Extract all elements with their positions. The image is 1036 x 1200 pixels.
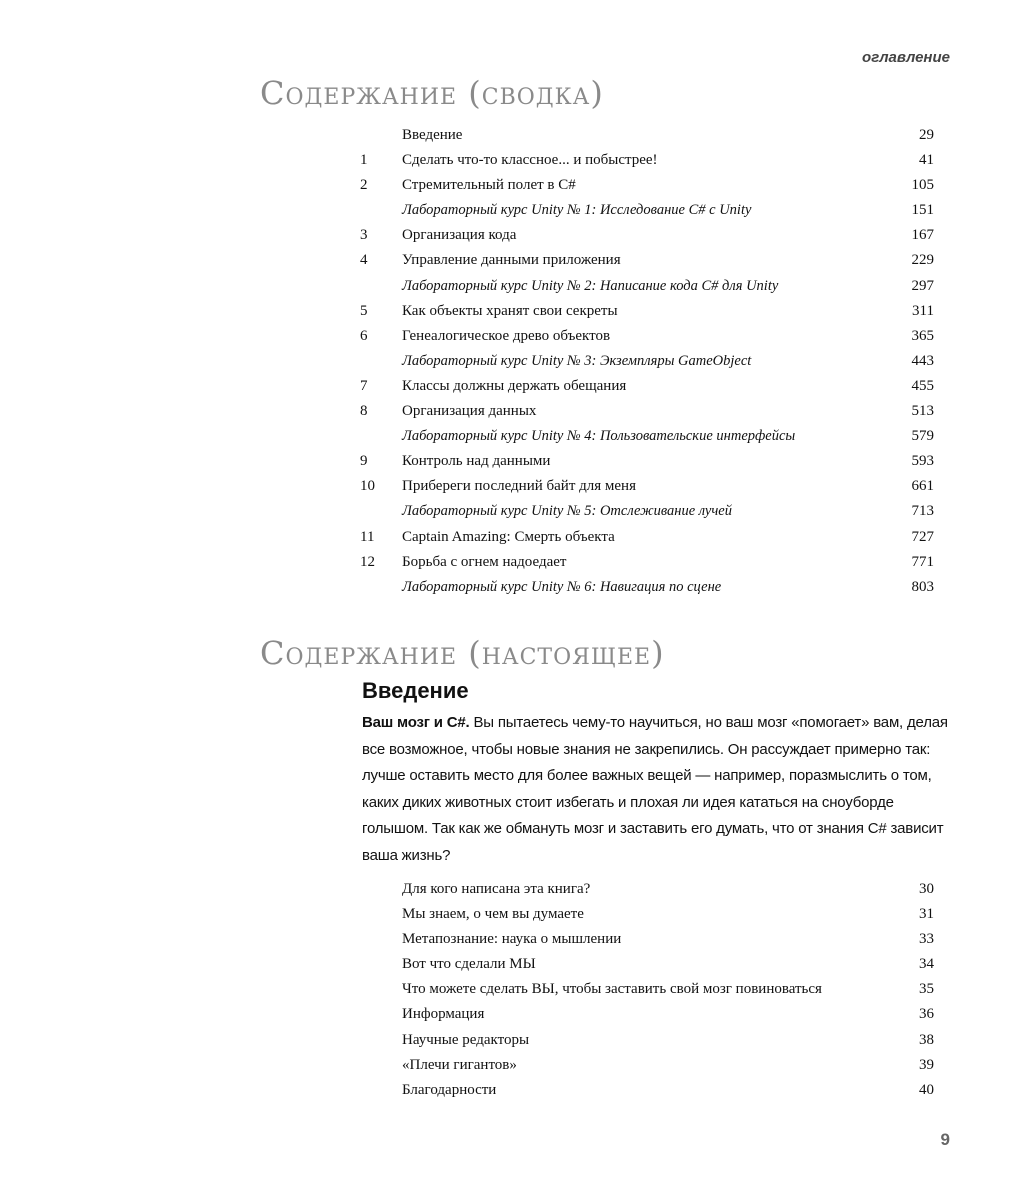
toc-row (360, 1028, 934, 1053)
toc-row (360, 248, 934, 273)
toc-row (360, 274, 934, 299)
chapter-number (360, 123, 402, 148)
chapter-title: Генеалогическое древо объектов (402, 327, 611, 344)
chapter-number: 2 (360, 177, 368, 194)
toc-row (360, 902, 934, 927)
chapter-number (360, 575, 402, 600)
page-ref: 661 (911, 478, 934, 495)
detail-toc (360, 877, 934, 1103)
chapter-title: Captain Amazing: Смерть объекта (402, 528, 615, 545)
toc-row (360, 123, 934, 148)
toc-row (360, 374, 934, 399)
chapter-number: 6 (360, 327, 368, 344)
chapter-title: Прибереги последний байт для меня (402, 478, 636, 495)
body-text: Вы пытаетесь чему-то научиться, но ваш мозг «помогает» вам, делая все возможное, чтобы новые знания не закрепились. Он рассуждает примерно так: лучше оставить место для более важных вещей — например, поразмыслить о том, каких диких животных стоит избегать и плохая ли идея кататься на сноуборде голышом. Так как же обмануть мозг и заставить его думать, что от знания C# зависит ваша жизнь? (362, 714, 948, 864)
chapter-number: 10 (360, 478, 375, 495)
chapter-number (360, 927, 402, 952)
summary-toc (360, 123, 934, 600)
toc-row (360, 1078, 934, 1103)
section-title: Научные редакторы (402, 1031, 530, 1048)
chapter-title: Лабораторный курс Unity № 6: Навигация по сцене (402, 578, 722, 595)
chapter-title: Стремительный полет в C# (402, 177, 576, 194)
chapter-number (360, 274, 402, 299)
chapter-number: 5 (360, 302, 368, 319)
chapter-number (360, 499, 402, 524)
section-title: Что можете сделать ВЫ, чтобы заставить свой мозг повиноваться (402, 981, 822, 998)
chapter-title: Как объекты хранят свои секреты (402, 302, 618, 319)
toc-row (360, 474, 934, 499)
section-title: Для кого написана эта книга? (402, 881, 591, 897)
page-number: 9 (940, 1130, 950, 1149)
chapter-number (360, 952, 402, 977)
page-ref: 33 (919, 931, 934, 948)
toc-row (360, 525, 934, 550)
section-title: Благодарности (402, 1081, 497, 1098)
page-ref: 151 (911, 202, 934, 219)
page-ref: 36 (919, 1006, 934, 1023)
page-ref: 39 (919, 1056, 934, 1073)
chapter-title: Лабораторный курс Unity № 1: Исследование C# с Unity (402, 202, 752, 219)
page-ref: 365 (911, 327, 934, 344)
page-ref: 593 (911, 453, 934, 470)
page-ref: 803 (911, 578, 934, 595)
chapter-description (362, 710, 948, 870)
detail-title: Содержание (настоящее) (260, 634, 665, 672)
page-ref: 579 (911, 428, 934, 445)
toc-row (360, 324, 934, 349)
chapter-number: 12 (360, 553, 375, 570)
page-ref: 713 (911, 503, 934, 520)
toc-row (360, 198, 934, 223)
chapter-number: 9 (360, 453, 368, 470)
chapter-heading: Введение (362, 678, 469, 703)
page-ref: 455 (911, 377, 934, 394)
page-ref: 40 (919, 1081, 934, 1098)
chapter-title: Борьба с огнем надоедает (402, 553, 567, 570)
toc-row (360, 173, 934, 198)
page-ref: 771 (911, 553, 934, 570)
page-ref: 167 (911, 227, 934, 244)
chapter-number (360, 1028, 402, 1053)
toc-row (360, 927, 934, 952)
chapter-number (360, 1053, 402, 1078)
toc-row (360, 299, 934, 324)
chapter-title: Сделать что-то классное... и побыстрее! (402, 152, 658, 169)
chapter-title: Классы должны держать обещания (402, 377, 627, 394)
page-ref: 311 (912, 302, 934, 319)
chapter-number (360, 977, 402, 1002)
chapter-title: Лабораторный курс Unity № 3: Экземпляры GameObject (402, 352, 752, 369)
chapter-number (360, 1078, 402, 1103)
section-title: Метапознание: наука о мышлении (402, 931, 622, 948)
chapter-title: Контроль над данными (402, 453, 551, 470)
page-ref: 35 (919, 981, 934, 998)
lead-text: Ваш мозг и C#. (362, 714, 470, 731)
toc-row (360, 1053, 934, 1078)
chapter-title: Введение (402, 127, 463, 143)
chapter-number (360, 902, 402, 927)
toc-row (360, 575, 934, 600)
page-ref: 443 (911, 352, 934, 369)
page-ref: 31 (919, 906, 934, 923)
running-header: оглавление (862, 49, 950, 66)
toc-row (360, 424, 934, 449)
chapter-number (360, 424, 402, 449)
chapter-title: Лабораторный курс Unity № 5: Отслеживание лучей (402, 503, 732, 520)
chapter-title: Лабораторный курс Unity № 2: Написание кода C# для Unity (402, 277, 779, 294)
section-title: Мы знаем, о чем вы думаете (402, 906, 584, 923)
chapter-number: 8 (360, 403, 368, 420)
page-ref: 34 (919, 956, 934, 973)
toc-row (360, 148, 934, 173)
chapter-number: 3 (360, 227, 368, 244)
toc-row (360, 977, 934, 1002)
toc-row (360, 399, 934, 424)
chapter-number (360, 198, 402, 223)
section-title: Вот что сделали МЫ (402, 956, 536, 973)
chapter-title: Организация данных (402, 403, 537, 420)
toc-row (360, 550, 934, 575)
chapter-number (360, 877, 402, 902)
page-ref: 229 (911, 252, 934, 269)
section-title: Информация (402, 1006, 485, 1023)
page-ref: 38 (919, 1031, 934, 1048)
chapter-number: 4 (360, 252, 368, 269)
toc-row (360, 952, 934, 977)
chapter-title: Управление данными приложения (402, 252, 621, 269)
page-ref: 513 (911, 403, 934, 420)
toc-row (360, 349, 934, 374)
summary-title: Содержание (сводка) (260, 74, 604, 112)
section-title: «Плечи гигантов» (402, 1056, 517, 1073)
page-ref: 41 (919, 152, 934, 169)
toc-row (360, 449, 934, 474)
chapter-title: Лабораторный курс Unity № 4: Пользовательские интерфейсы (402, 428, 796, 445)
chapter-number (360, 1002, 402, 1027)
chapter-number: 11 (360, 528, 375, 545)
page-ref: 727 (911, 528, 934, 545)
chapter-number (360, 349, 402, 374)
page-ref: 30 (919, 881, 934, 897)
toc-row (360, 1002, 934, 1027)
chapter-title: Организация кода (402, 227, 517, 244)
chapter-number: 1 (360, 152, 368, 169)
chapter-number: 7 (360, 377, 368, 394)
toc-row (360, 499, 934, 524)
page-ref: 297 (911, 277, 934, 294)
toc-row (360, 877, 934, 902)
toc-row (360, 223, 934, 248)
page-ref: 105 (911, 177, 934, 194)
page-ref: 29 (919, 127, 934, 143)
